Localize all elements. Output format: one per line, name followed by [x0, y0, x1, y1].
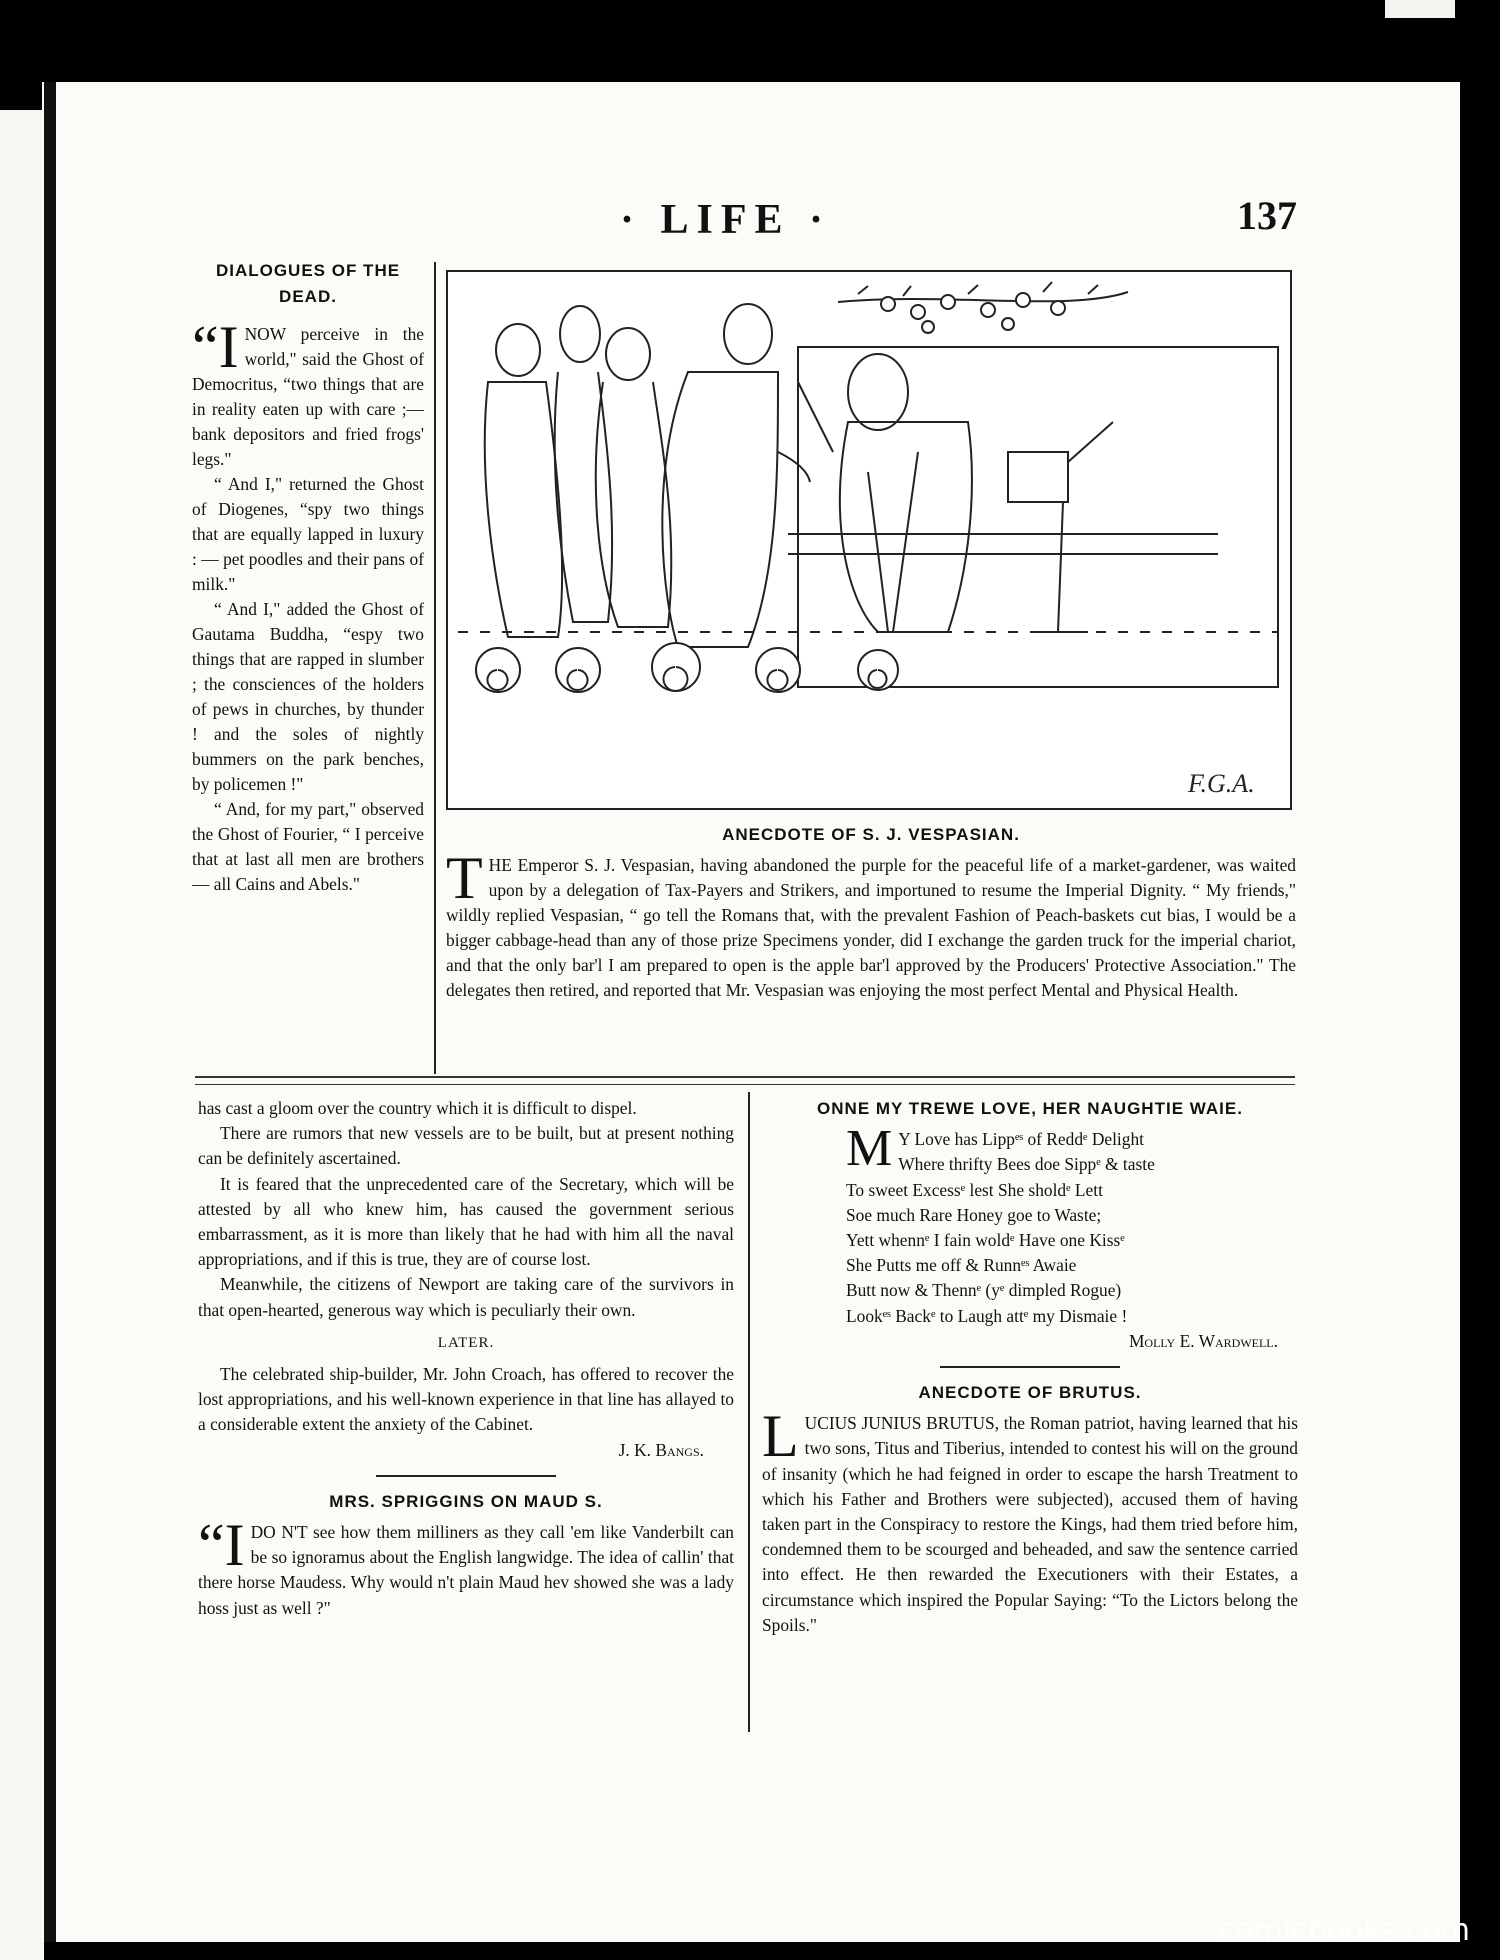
poem-and-brutus: [762, 1096, 1298, 1638]
drop-cap: M: [846, 1120, 893, 1178]
spriggins-heading: MRS. SPRIGGINS ON MAUD S.: [329, 1491, 603, 1511]
poem-heading: ONNE MY TREWE LOVE, HER NAUGHTIE WAIE.: [817, 1099, 1243, 1118]
poem-line: Yett whennᵉ I fain woldᵉ Have one Kissᵉ: [846, 1230, 1125, 1251]
poem-line: Soe much Rare Honey goe to Waste;: [846, 1204, 1102, 1225]
dialogues-paragraph: “ And, for my part," observed the Ghost of Fourier, “ I perceive that at last all men are brothers — all Cains and Abels.": [192, 799, 424, 894]
dialogues-paragraph: [192, 314, 424, 472]
poem-line: She Putts me off & Runnᵉˢ Awaie: [846, 1255, 1077, 1276]
dialogues-paragraph: “ And I," returned the Ghost of Diogenes, “spy two things that are equally lapped in luxury : — pet poodles and their pans of milk.": [192, 474, 424, 594]
page-number: 137: [1237, 193, 1297, 238]
poem-line: Lookᵉˢ Backᵉ to Laugh attᵉ my Dismaie !: [846, 1305, 1128, 1326]
brutus-heading: ANECDOTE OF BRUTUS.: [918, 1383, 1142, 1403]
brutus-paragraph: [762, 1403, 1298, 1638]
later-heading: LATER.: [437, 1334, 495, 1351]
short-rule: [940, 1366, 1120, 1368]
poem-line: Butt now & Thennᵉ (yᵉ dimpled Rogue): [846, 1280, 1122, 1301]
magazine-title: · LIFE ·: [620, 197, 832, 243]
paragraph-text: DO N'T see how them milliners as they call 'em like Vanderbilt can be so ignoramus about the English langwidge. The idea of callin' that there horse Maudess. Why would n't plain Maud hev showed she was a lady hoss just as well ?": [198, 1522, 734, 1618]
author-byline: Molly E. Wardwell.: [1128, 1330, 1278, 1351]
poem-line: To sweet Excessᵉ lest She sholdᵉ Lett: [846, 1179, 1103, 1200]
spriggins-paragraph: [198, 1512, 734, 1621]
poem-line: Where thrifty Bees doe Sippᵉ & taste: [898, 1154, 1155, 1175]
paragraph-text: HE Emperor S. J. Vespasian, having abandoned the purple for the peaceful life of a market-gardener, was waited upon by a delegation of Tax-Payers and Strikers, and importuned to resume the Imperial Dignity. “ My friends," wildly replied Vespasian, “ go tell the Romans that, with the prevalent Fashion of Peach-baskets cut bias, I would be a bigger cabbage-head than any of those prize Specimens yonder, did I exchange the garden truck for the imperial chariot, and that the only bar'l I am prepared to open is the apple bar'l approved by the Producers' Protective Association." The delegates then retired, and reported that Mr. Vespasian was enjoying the most perfect Mental and Physical Health.: [446, 855, 1296, 1000]
binding-spine: [44, 82, 56, 1942]
adjacent-page-edge: [1385, 0, 1455, 18]
previous-page-edge: [0, 110, 44, 1960]
cartoon-drawing: [448, 272, 1290, 808]
vespasian-heading: ANECDOTE OF S. J. VESPASIAN.: [722, 825, 1020, 844]
column-divider: [748, 1092, 750, 1732]
dialogues-article: [192, 258, 424, 897]
drop-cap: “I: [192, 314, 239, 380]
dialogues-paragraph: “ And I," added the Ghost of Gautama Buddha, “espy two things that are rapped in slumber ; the consciences of the holders of pews in churches, by thunder ! and the soles of nightly bummers on the park benches, by policemen !": [192, 599, 424, 794]
vespasian-paragraph: [446, 845, 1296, 1003]
site-watermark: comicbooks.com: [1218, 1913, 1470, 1948]
vespasian-article: [446, 822, 1296, 1003]
gloom-paragraph: has cast a gloom over the country which it is difficult to dispel.: [198, 1098, 637, 1118]
illustrator-signature: F.G.A.: [1188, 769, 1255, 798]
drop-cap: “I: [198, 1512, 245, 1579]
short-rule: [376, 1475, 556, 1477]
poem: [846, 1120, 1298, 1354]
section-divider: [195, 1076, 1295, 1085]
dialogues-heading: DIALOGUES OF THE DEAD.: [215, 261, 401, 306]
drop-cap: T: [446, 845, 483, 911]
gloom-paragraph: Meanwhile, the citizens of Newport are taking care of the survivors in that open-hearted, generous way which is peculiarly their own.: [198, 1274, 734, 1320]
author-byline: J. K. Bangs.: [618, 1439, 704, 1460]
paragraph-text: NOW perceive in the world," said the Ghost of Democritus, “two things that are in reality eaten up with care ;—bank depositors and fried frogs' legs.": [192, 324, 424, 469]
paragraph-text: UCIUS JUNIUS BRUTUS, the Roman patriot, having learned that his two sons, Titus and Tiberius, intended to contest his will on the ground of insanity (which he had feigned in order to escape the harsh Treatment to which his Father and Brothers were subjected), accused them of having taken part in the Conspiracy to restore the Kings, had them tried before him, condemned them to be scourged and beheaded, and saw the sentence carried into effect. He then rewarded the Executioners with their Estates, a circumstance which inspired the Popular Saying: “To the Lictors belong the Spoils.": [762, 1413, 1298, 1635]
gloom-article: [198, 1096, 734, 1621]
column-divider: [434, 262, 436, 1074]
gloom-paragraph: It is feared that the unprecedented care of the Secretary, which will be attested by all who knew him, has caused the government serious embarrassment, as it is more than likely that he had with him all the naval appropriations, and if this is true, they are of course lost.: [198, 1173, 734, 1270]
gloom-paragraph: The celebrated ship-builder, Mr. John Croach, has offered to recover the lost appropriations, and his well-known experience in that line has allayed to a considerable extent the anxiety of the Cabinet.: [198, 1364, 734, 1435]
poem-line: Y Love has Lippᵉˢ of Reddᵉ Delight: [898, 1129, 1144, 1150]
vespasian-illustration: [446, 270, 1292, 810]
gloom-paragraph: There are rumors that new vessels are to be built, but at present nothing can be definitely ascertained.: [198, 1123, 734, 1169]
drop-cap: L: [762, 1403, 799, 1470]
